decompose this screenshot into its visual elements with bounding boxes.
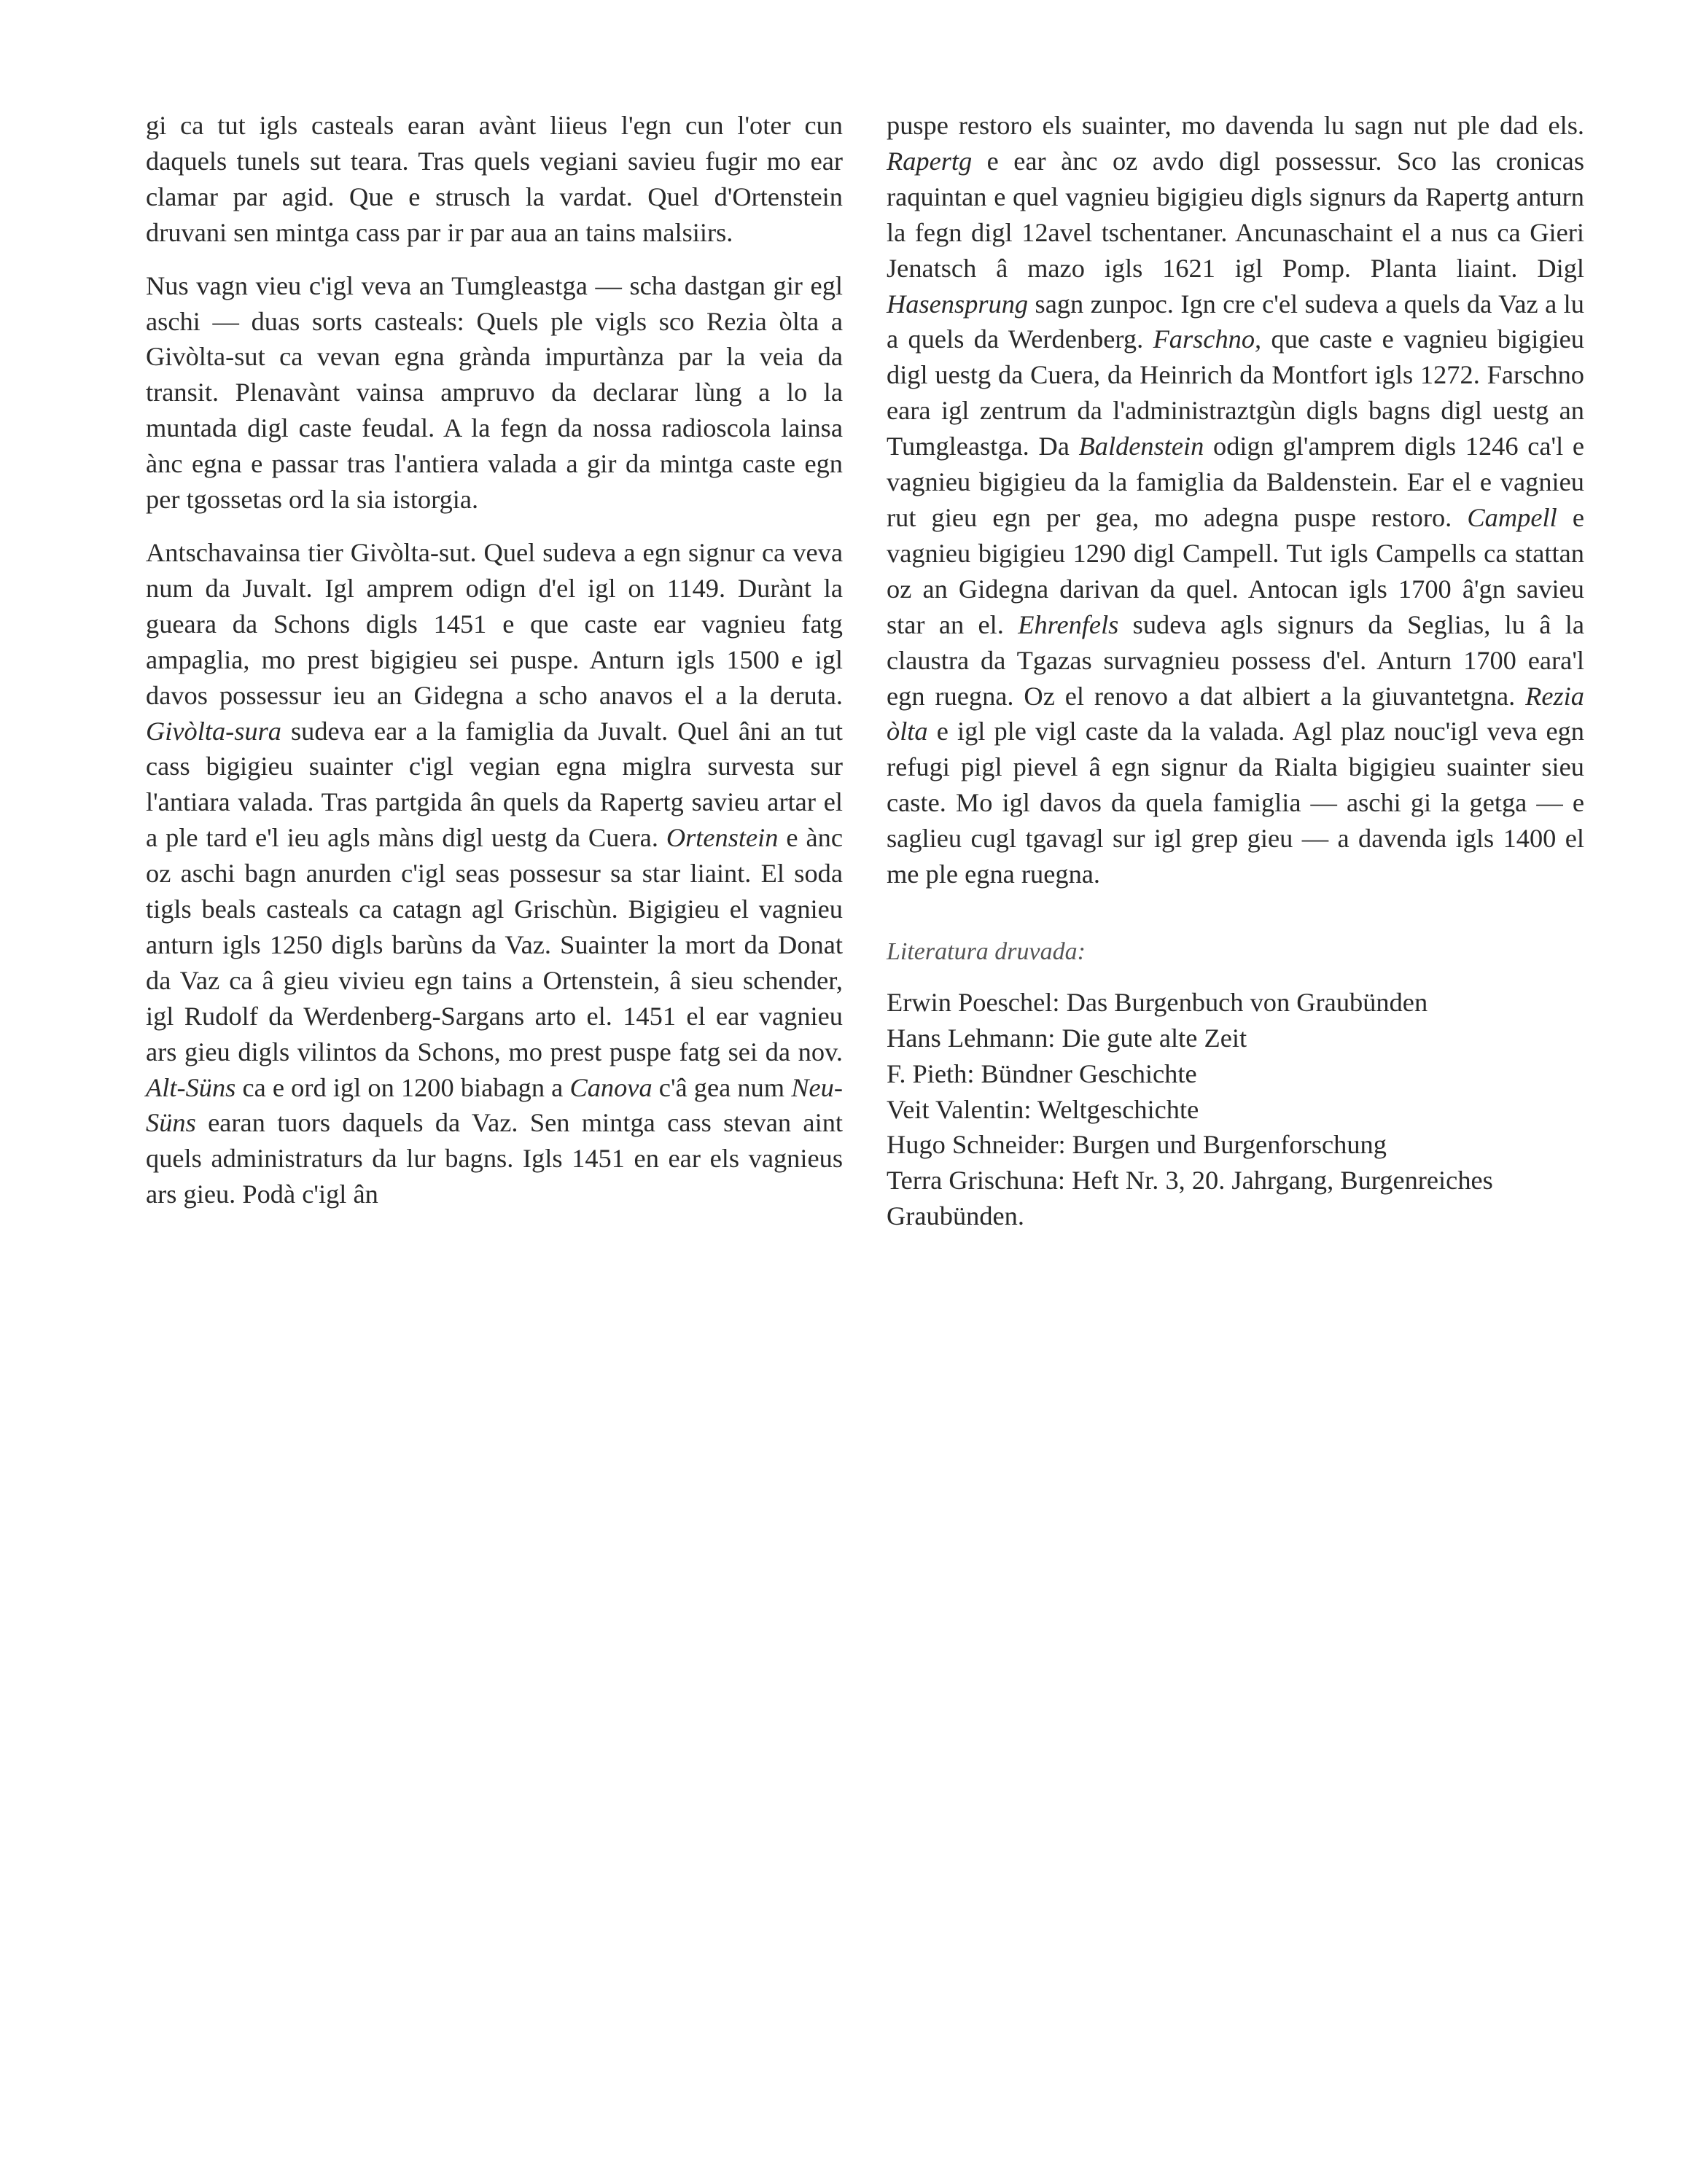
italic-term: Rezia òlta: [887, 681, 1584, 746]
italic-term: Givòlta-sura: [146, 716, 281, 746]
italic-term: Baldenstein: [1078, 432, 1204, 461]
text-segment: odign gl'amprem digls 1246 ca'l e vagnieu bigigieu da la famiglia da Baldenstein. Ear el e vagnieu rut gieu egn per gea, mo adegna puspe restoro.: [887, 432, 1585, 532]
reference-item: Erwin Poeschel: Das Burgenbuch von Graubünden: [887, 987, 1428, 1017]
paragraph: [146, 535, 843, 1212]
italic-term: Alt-Süns: [146, 1072, 236, 1102]
text-segment: sudeva ear a la famiglia da Juvalt. Quel âni an tut cass bigigieu suainter c'igl vegian egna miglra survesta sur l'antiara valada. Tras partgida ân quels da Rapertg savieu artar el a ple tard e'l ieu agls màns digl uestg da Cuera.: [146, 716, 843, 853]
text-segment: que caste e vagnieu bigigieu digl uestg da Cuera, da Heinrich da Montfort igls 1272. Farschno eara igl zentrum da l'administraztgùn digls bagns digl uestg an Tumgleastga. Da: [887, 324, 1584, 461]
text-segment: e vagnieu bigigieu 1290 digl Campell. Tut igls Campells ca stattan oz an Gidegna darivan da quel. Antocan igls 1700 â'gn savieu star an el.: [887, 502, 1585, 639]
italic-term: Hasensprung: [887, 289, 1029, 319]
text-segment: puspe restoro els suainter, mo davenda lu sagn nut ple dad els.: [887, 111, 1584, 140]
text-segment: e ànc oz aschi bagn anurden c'igl seas possesur sa star liaint. El soda tigls beals casteals ca catagn agl Grischùn. Bigigieu el vagnieu anturn igls 1250 digls barùns da Vaz. Suainter la mort da Donat da Vaz ca â gieu vivieu egn tains a Ortenstein, â sieu schender, igl Rudolf da Werdenberg-Sargans arto el. 1451 el ear vagnieu ars gieu digls vilintos da Schons, mo prest puspe fatg sei da nov.: [146, 823, 843, 1066]
text-segment: e ear ànc oz avdo digl possessur. Sco las cronicas raquintan e quel vagnieu bigigieu digls signurs da Rapertg anturn la fegn digl 12avel tschentaner. Ancunaschaint el a nus ca Gieri Jenatsch â mazo igls 1621 igl Pomp. Planta liaint. Digl: [887, 146, 1584, 283]
italic-term: Ehrenfels: [1018, 609, 1119, 639]
paragraph: [146, 268, 843, 518]
text-segment: e igl ple vigl caste da la valada. Agl plaz nouc'igl veva egn refugi pigl pievel â egn signur da Rialta bigigieu suainter sieu caste. Mo igl davos da quela famiglia — aschi gi la getga — e saglieu cugl tgavagl sur igl grep gieu — a davenda igls 1400 el me ple egna ruegna.: [887, 717, 1584, 889]
paragraph: [887, 108, 1584, 892]
italic-term: Farschno,: [1153, 324, 1262, 354]
text-segment: ca e ord igl on 1200 biabagn a: [235, 1072, 570, 1102]
text-segment: Antschavainsa tier Givòlta-sut. Quel sudeva a egn signur ca veva num da Juvalt. Igl amprem odign d'el igl on 1149. Durànt la gueara da Schons digls 1451 e que caste ear vagnieu fatg ampaglia, mo prest bigigieu sei puspe. Anturn igls 1500 e igl davos possessur ieu an Gidegna a scho anavos el a la deruta.: [146, 537, 843, 710]
reference-item: Hans Lehmann: Die gute alte Zeit: [887, 1023, 1247, 1053]
italic-term: Neu-Süns: [146, 1072, 843, 1138]
reference-item: Veit Valentin: Weltgeschichte: [887, 1094, 1199, 1124]
text-segment: gi ca tut igls casteals earan avànt liieus l'egn cun l'oter cun daquels tunels sut teara. Tras quels vegiani savieu fugir mo ear clamar par agid. Que e strusch la vardat. Quel d'Ortenstein druvani sen mintga cass par ir par aua an tains malsiirs.: [146, 111, 843, 247]
literature-heading: Literatura druvada:: [887, 937, 1086, 965]
italic-term: Campell: [1467, 502, 1557, 532]
left-column: [146, 108, 843, 1212]
italic-term: Canova: [569, 1072, 653, 1102]
text-segment: c'â gea num: [652, 1072, 792, 1102]
text-segment: sagn zunpoc. Ign cre c'el sudeva a quels da Vaz a lu a quels da Werdenberg.: [887, 289, 1584, 354]
text-segment: earan tuors daquels da Vaz. Sen mintga cass stevan aint quels administraturs da lur bagns. Igls 1451 en ear els vagnieus ars gieu. Podà c'igl ân: [146, 1108, 843, 1209]
text-segment: Nus vagn vieu c'igl veva an Tumgleastga — scha dastgan gir egl aschi — duas sorts casteals: Quels ple vigls sco Rezia òlta a Givòlta-sut ca vevan egna grànda impurtànza par la veia da transit. Plenavànt vainsa ampruvo da declarar lùng a lo la muntada digl caste feudal. A la fegn da nossa radioscola lainsa ànc egna e passar tras l'antiera valada a gir da mintga caste egn per tgossetas ord la sia istorgia.: [146, 270, 843, 515]
right-column: [887, 108, 1584, 1234]
reference-item: Hugo Schneider: Burgen und Burgenforschung: [887, 1130, 1387, 1160]
reference-item: F. Pieth: Bündner Geschichte: [887, 1058, 1197, 1088]
italic-term: Ortenstein: [666, 823, 779, 853]
text-segment: sudeva agls signurs da Seglias, lu â la claustra da Tgazas survagnieu possess d'el. Anturn 1700 eara'l egn ruegna. Oz el renovo a dat albiert a la giuvantetgna.: [887, 609, 1584, 711]
italic-term: Rapertg: [887, 146, 973, 176]
reference-item: Terra Grischuna: Heft Nr. 3, 20. Jahrgang, Burgenreiches Graubünden.: [887, 1166, 1493, 1231]
reference-list: [887, 985, 1584, 1234]
paragraph: [146, 108, 843, 251]
